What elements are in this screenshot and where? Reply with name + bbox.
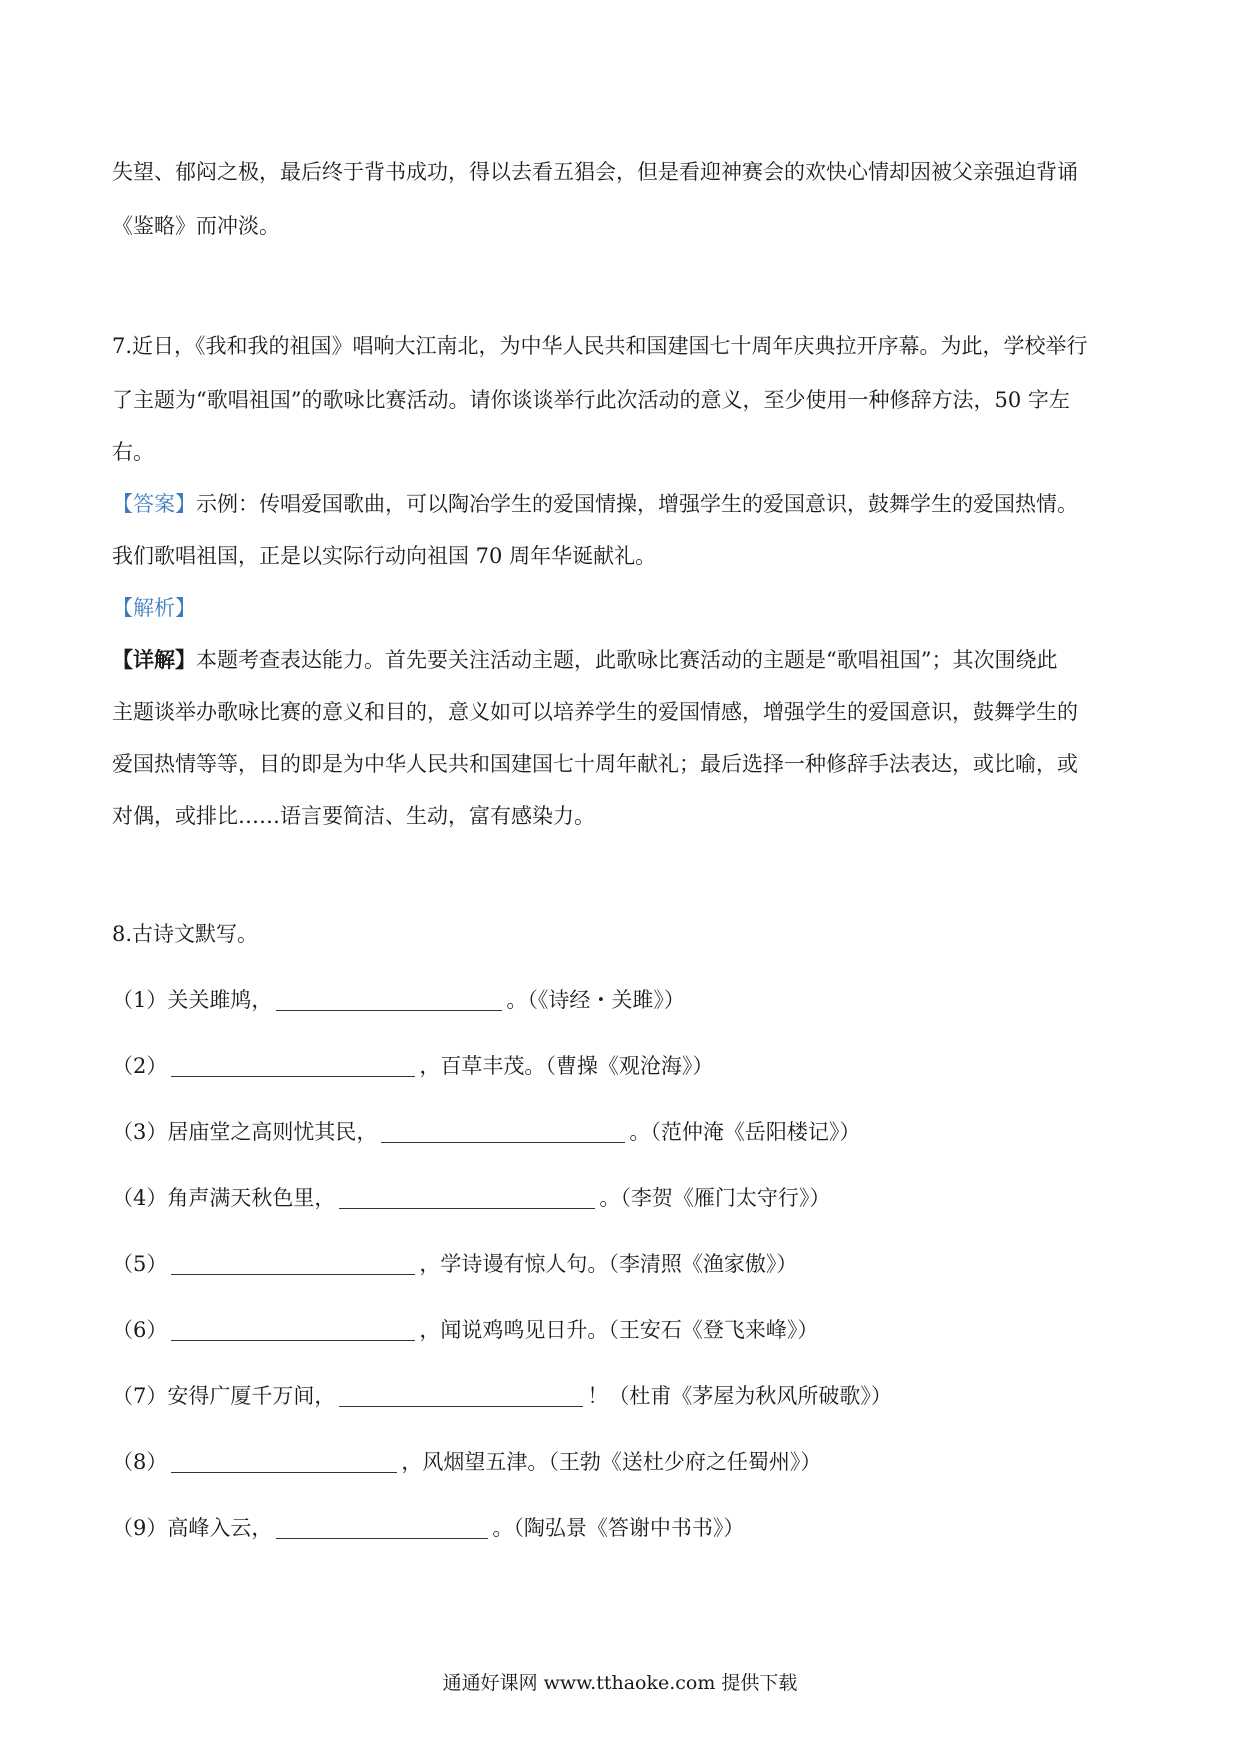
- item-number: （8）: [112, 1450, 168, 1474]
- detail-tag: 【详解】: [112, 647, 196, 672]
- item-after: 。（《诗经・关雎》）: [506, 988, 685, 1012]
- answer-blank[interactable]: [339, 1384, 583, 1407]
- answer-blank[interactable]: [276, 988, 502, 1011]
- item-after: ，闻说鸡鸣见日升。（王安石《登飞来峰》）: [419, 1318, 819, 1342]
- poem-item-2: [112, 1052, 713, 1080]
- poem-item-3: [112, 1118, 860, 1146]
- detail-line: 对偶，或排比……语言要简洁、生动，富有感染力。: [112, 804, 595, 828]
- item-number: （2）: [112, 1054, 168, 1078]
- answer-text: 示例：传唱爱国歌曲，可以陶冶学生的爱国情操，增强学生的爱国意识，鼓舞学生的爱国热情。: [196, 492, 1078, 516]
- poem-item-5: [112, 1250, 797, 1278]
- poem-item-6: [112, 1316, 818, 1344]
- item-after: ，风烟望五津。（王勃《送杜少府之任蜀州》）: [401, 1450, 822, 1474]
- answer-tag: 【答案】: [112, 492, 196, 516]
- detail-text: 本题考查表达能力。首先要关注活动主题，此歌咏比赛活动的主题是“歌唱祖国”；其次围绕此: [196, 648, 1058, 672]
- answer-blank[interactable]: [171, 1252, 415, 1275]
- item-before: 角声满天秋色里，: [167, 1186, 336, 1210]
- item-before: 安得广厦千万间，: [167, 1384, 336, 1408]
- paragraph-line: 《鉴略》而冲淡。: [112, 214, 280, 238]
- answer-blank[interactable]: [381, 1120, 625, 1143]
- item-number: （5）: [112, 1252, 168, 1276]
- item-before: 居庙堂之高则忧其民，: [167, 1120, 378, 1144]
- answer-line: [112, 490, 1078, 518]
- item-number: （9）: [112, 1516, 168, 1540]
- item-number: （4）: [112, 1186, 168, 1210]
- question-7-text: 了主题为“歌唱祖国”的歌咏比赛活动。请你谈谈举行此次活动的意义，至少使用一种修辞方法，50 字左: [112, 388, 1070, 412]
- poem-item-9: [112, 1514, 744, 1542]
- answer-blank[interactable]: [171, 1318, 415, 1341]
- paragraph-line: 失望、郁闷之极，最后终于背书成功，得以去看五猖会，但是看迎神赛会的欢快心情却因被父亲强迫背诵: [112, 160, 1078, 184]
- detail-line: 主题谈举办歌咏比赛的意义和目的，意义如可以培养学生的爱国情感，增强学生的爱国意识，鼓舞学生的: [112, 700, 1078, 724]
- question-7-text: 7.近日，《我和我的祖国》唱响大江南北，为中华人民共和国建国七十周年庆典拉开序幕。为此，学校举行: [112, 334, 1088, 358]
- item-number: （1）: [112, 988, 168, 1012]
- poem-item-4: [112, 1184, 830, 1212]
- item-number: （3）: [112, 1120, 168, 1144]
- answer-blank[interactable]: [339, 1186, 595, 1209]
- question-7-text: 右。: [112, 440, 154, 464]
- item-before: 关关雎鸠，: [167, 988, 273, 1012]
- poem-item-1: [112, 986, 685, 1014]
- answer-blank[interactable]: [171, 1054, 415, 1077]
- answer-blank[interactable]: [171, 1450, 397, 1473]
- item-after: 。（范仲淹《岳阳楼记》）: [629, 1120, 861, 1144]
- answer-line: 我们歌唱祖国，正是以实际行动向祖国 70 周年华诞献礼。: [112, 544, 657, 568]
- item-after: 。（陶弘景《答谢中书书》）: [492, 1516, 745, 1540]
- question-8-title: 8.古诗文默写。: [112, 922, 259, 946]
- item-after: ，百草丰茂。（曹操《观沧海》）: [419, 1054, 714, 1078]
- detail-line: 爱国热情等等，目的即是为中华人民共和国建国七十周年献礼；最后选择一种修辞手法表达，或比喻，或: [112, 752, 1078, 776]
- page-footer: 通通好课网 www.tthaoke.com 提供下载: [442, 1672, 798, 1694]
- item-number: （6）: [112, 1318, 168, 1342]
- item-after: ，学诗谩有惊人句。（李清照《渔家傲》）: [419, 1252, 798, 1276]
- item-number: （7）: [112, 1384, 168, 1408]
- poem-item-7: [112, 1382, 892, 1410]
- analysis-tag: 【解析】: [112, 596, 196, 620]
- answer-blank[interactable]: [276, 1516, 488, 1539]
- detail-line: [112, 646, 1057, 674]
- item-after: 。（李贺《雁门太守行》）: [599, 1186, 831, 1210]
- item-before: 高峰入云，: [167, 1516, 273, 1540]
- poem-item-8: [112, 1448, 821, 1476]
- item-after: ！（杜甫《茅屋为秋风所破歌》）: [587, 1384, 892, 1408]
